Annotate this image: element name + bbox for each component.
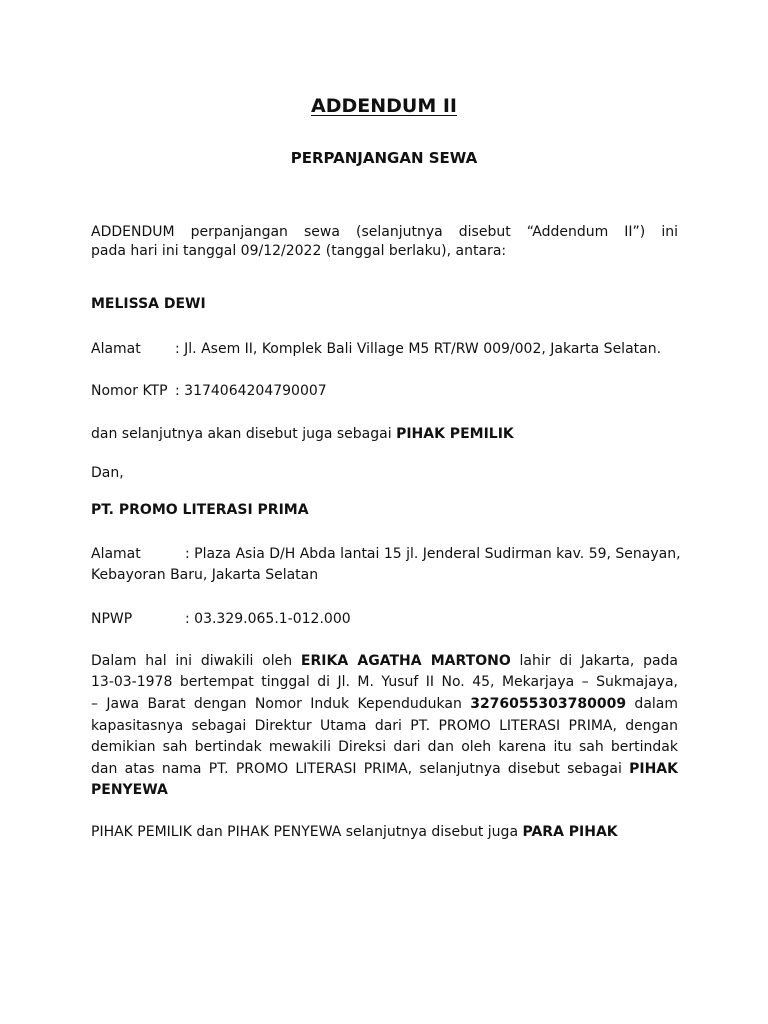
party2-address-line-1: : Plaza Asia D/H Abda lantai 15 jl. Jenderal Sudirman kav. 59, Senayan, xyxy=(185,546,681,562)
document-subtitle: PERPANJANGAN SEWA xyxy=(290,149,478,167)
party1-address-label: Alamat xyxy=(91,341,141,357)
representation-line-4: kapasitasnya sebagai Direktur Utama dari PT. PROMO LITERASI PRIMA, dengan xyxy=(91,718,678,734)
intro-line-1: ADDENDUM perpanjangan sewa (selanjutnya disebut “Addendum II”) ini xyxy=(91,224,678,240)
party1-address-value: : Jl. Asem II, Komplek Bali Village M5 RT/RW 009/002, Jakarta Selatan. xyxy=(175,341,662,357)
party1-role-text: dan selanjutnya akan disebut juga sebagai xyxy=(91,426,397,442)
representation-line-6-text-a: dan atas nama PT. PROMO LITERASI PRIMA, selanjutnya disebut sebagai xyxy=(91,761,630,777)
party2-address xyxy=(91,544,681,564)
and-text: Dan, xyxy=(91,465,124,481)
party2-name: PT. PROMO LITERASI PRIMA xyxy=(91,502,309,518)
party1-ktp-label: Nomor KTP xyxy=(91,383,168,399)
representation-line-6 xyxy=(91,759,678,779)
document-title: ADDENDUM II xyxy=(311,95,457,117)
representation-line-3-text-a: – Jawa Barat dengan Nomor Induk Kependudukan xyxy=(91,696,471,712)
representation-line-3-text-c: dalam xyxy=(626,696,678,712)
representation-line-1-text-c: lahir di Jakarta, pada xyxy=(519,653,678,669)
representation-line-2: 13-03-1978 bertempat tinggal di Jl. M. Yusuf II No. 45, Mekarjaya – Sukmajaya, xyxy=(91,674,678,690)
representative-name: ERIKA AGATHA MARTONO xyxy=(300,653,511,669)
representative-nik: 3276055303780009 xyxy=(470,696,627,712)
representation-line-6-bold: PIHAK xyxy=(629,761,678,777)
party2-npwp-label: NPWP xyxy=(91,611,133,627)
party1-name: MELISSA DEWI xyxy=(91,296,206,312)
party2-address-line-2: Kebayoran Baru, Jakarta Selatan xyxy=(91,567,319,583)
representation-line-1-text-a: Dalam hal ini diwakili oleh xyxy=(91,653,301,669)
party1-ktp-value: : 3174064204790007 xyxy=(175,383,327,399)
closing-line xyxy=(91,822,618,842)
party1-address xyxy=(91,339,661,359)
representation-line-7: PENYEWA xyxy=(91,782,168,798)
party2-npwp xyxy=(91,609,351,629)
intro-line-2: pada hari ini tanggal 09/12/2022 (tanggal berlaku), antara: xyxy=(91,243,507,259)
closing-bold: PARA PIHAK xyxy=(522,824,618,840)
party2-npwp-value: : 03.329.065.1-012.000 xyxy=(185,611,351,627)
closing-text: PIHAK PEMILIK dan PIHAK PENYEWA selanjutnya disebut juga xyxy=(91,824,523,840)
party1-role xyxy=(91,424,514,444)
representation-line-5: demikian sah bertindak mewakili Direksi dari dan oleh karena itu sah bertindak xyxy=(91,739,678,755)
party1-ktp xyxy=(91,381,327,401)
representation-line-3 xyxy=(91,694,678,714)
representation-line-1 xyxy=(91,651,678,671)
party2-address-label: Alamat xyxy=(91,546,141,562)
party1-role-name: PIHAK PEMILIK xyxy=(396,426,514,442)
